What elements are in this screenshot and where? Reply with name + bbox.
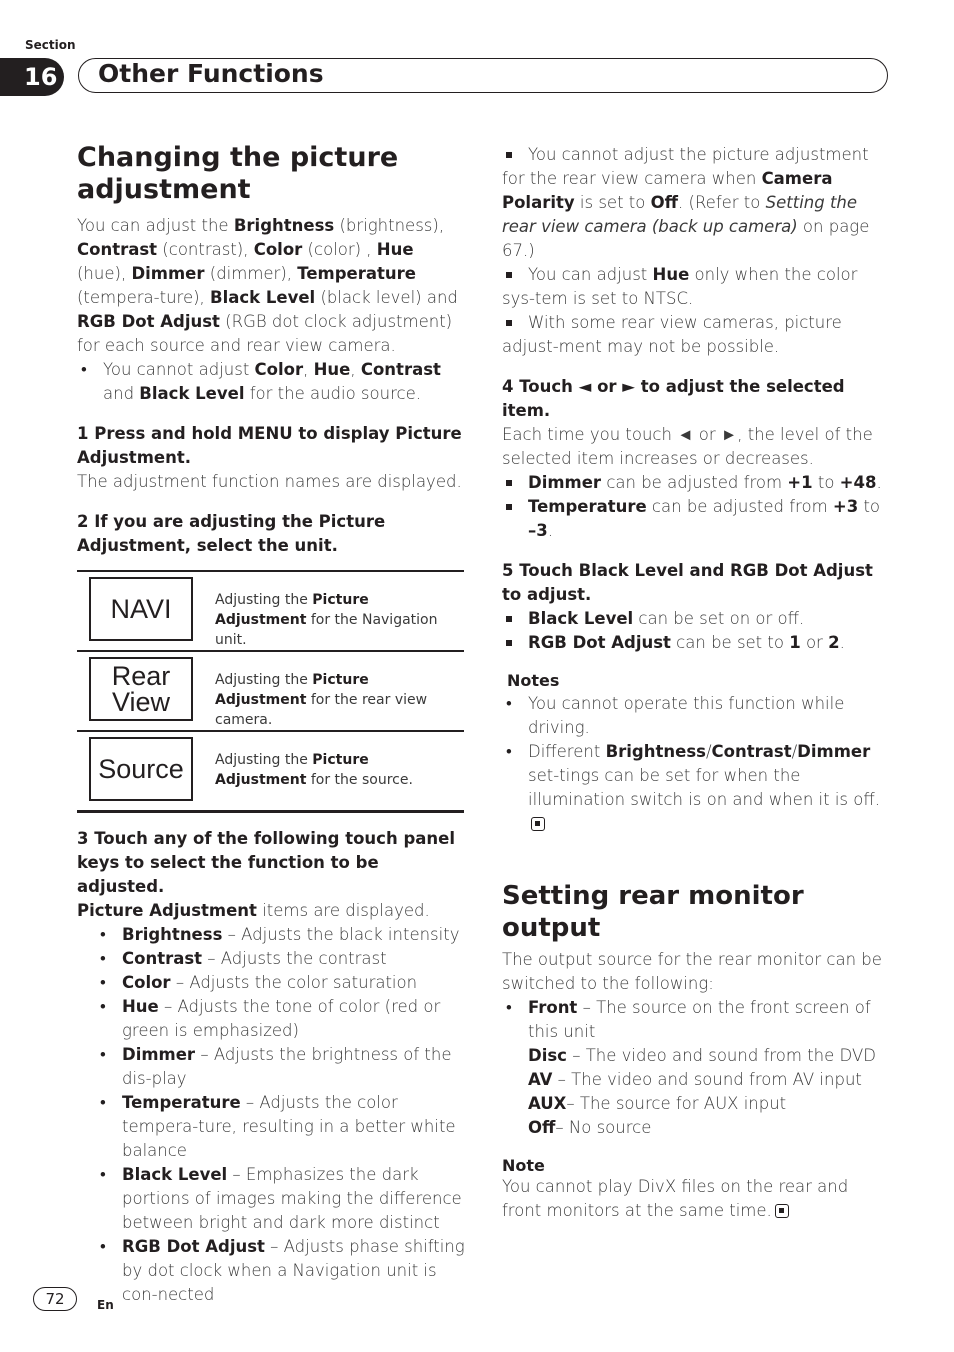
navi-description: Adjusting the Picture Adjustment for the Navigation unit. [215, 592, 438, 648]
navi-key[interactable]: NAVI [89, 577, 193, 641]
step-5-item: Black Level can be set on or off. [502, 607, 892, 631]
function-item: • RGB Dot Adjust – Adjusts phase shifting by dot clock when a Navigation unit is con-nected [96, 1235, 465, 1307]
step-5-item: RGB Dot Adjust can be set to 1 or 2. [502, 631, 892, 655]
heading-picture-adjustment: Changing the picture adjustment [77, 142, 399, 205]
rear-output-item: AUX– The source for AUX input [528, 1094, 787, 1113]
rear-output-item: Disc – The video and sound from the DVD [528, 1046, 876, 1065]
intro-note-list [77, 358, 465, 406]
function-item: • Brightness – Adjusts the black intensity [96, 923, 465, 947]
rear-output-list [502, 996, 892, 1044]
source-description: Adjusting the Picture Adjustment for the source. [215, 752, 413, 788]
camera-notes [502, 143, 892, 359]
unit-selection-table [77, 570, 464, 813]
note-body: You cannot play DivX files on the rear and front monitors at the same time. [502, 1177, 849, 1220]
heading-rear-monitor: Setting rear monitor output [502, 881, 804, 943]
rear-output-subitems [502, 1044, 892, 1140]
camera-note: With some rear view cameras, picture adjust-ment may not be possible. [502, 311, 892, 359]
step-4-body: Each time you touch ◄ or ►, the level of the selected item increases or decreases. [502, 425, 873, 468]
rear-view-key[interactable]: Rear View [89, 657, 193, 721]
step-1-body: The adjustment function names are displayed. [77, 472, 462, 491]
step-3-body: Picture Adjustment items are displayed. [77, 901, 430, 920]
function-item: • Dimmer – Adjusts the brightness of the dis-play [96, 1043, 465, 1091]
step-1-title: 1 Press and hold MENU to display Picture Adjustment. [77, 424, 462, 467]
left-column-lower [77, 827, 465, 1307]
rear-output-item: • Front – The source on the front screen of this unit [502, 996, 892, 1044]
section-title: Other Functions [98, 59, 324, 88]
function-item: • Contrast – Adjusts the contrast [96, 947, 465, 971]
end-of-section-icon [531, 817, 545, 831]
left-column [77, 142, 465, 558]
source-key[interactable]: Source [89, 737, 193, 801]
note-item: • Different Brightness/Contrast/Dimmer set-tings can be set for when the illumination switch is on and when it is off. [502, 740, 892, 836]
function-item: • Color – Adjusts the color saturation [96, 971, 465, 995]
rear-view-description: Adjusting the Picture Adjustment for the rear view camera. [215, 672, 428, 728]
intro-paragraph: You can adjust the Brightness (brightness), Contrast (contrast), Color (color) , Hue (hue), Dimmer (dimmer), Temperature (tempera-ture), Black Level (black level) and RGB Dot Adjust (RGB dot clock adjustment) for each source and rear view camera. [77, 216, 458, 355]
function-item: • Hue – Adjusts the tone of color (red or green is emphasized) [96, 995, 465, 1043]
page-number: 72 [33, 1287, 77, 1311]
note-item: • You cannot operate this function while driving. [502, 692, 892, 740]
step-5-title: 5 Touch Black Level and RGB Dot Adjust to adjust. [502, 561, 873, 604]
step-4-title: 4 Touch ◄ or ► to adjust the selected item. [502, 377, 845, 420]
rear-output-item: Off– No source [528, 1118, 652, 1137]
step-4-item: Dimmer can be adjusted from +1 to +48. [502, 471, 892, 495]
unit-row-source [77, 730, 464, 813]
step-4-items [502, 471, 892, 543]
function-item: • Black Level – Emphasizes the dark portions of images making the difference between bright and dark more distinct [96, 1163, 465, 1235]
function-item: • Temperature – Adjusts the color tempera-ture, resulting in a better white balance [96, 1091, 465, 1163]
note-heading: Note [502, 1156, 545, 1175]
end-of-section-icon [775, 1204, 789, 1218]
section-number-tab: 16 [0, 58, 64, 96]
camera-note: You can adjust Hue only when the color sys-tem is set to NTSC. [502, 263, 892, 311]
function-list [96, 923, 465, 1307]
step-2-title: 2 If you are adjusting the Picture Adjustment, select the unit. [77, 512, 386, 555]
notes-list [502, 692, 892, 836]
rear-output-item: AV – The video and sound from AV input [528, 1070, 862, 1089]
notes-heading: Notes [507, 671, 560, 690]
unit-row-navi [77, 570, 464, 650]
section-label: Section [25, 38, 76, 52]
camera-note: You cannot adjust the picture adjustment for the rear view camera when Camera Polarity is set to Off. (Refer to Setting the rear view camera (back up camera) on page 67.) [502, 143, 892, 263]
step-4-item: Temperature can be adjusted from +3 to –3. [502, 495, 892, 543]
right-column [502, 143, 892, 1223]
language-label: En [97, 1298, 114, 1312]
intro-note: • You cannot adjust Color, Hue, Contrast and Black Level for the audio source. [77, 358, 465, 406]
unit-row-rear-view [77, 650, 464, 730]
rear-intro: The output source for the rear monitor can be switched to the following: [502, 950, 882, 993]
step-3-title: 3 Touch any of the following touch panel keys to select the function to be adjusted. [77, 829, 455, 896]
step-5-items [502, 607, 892, 655]
